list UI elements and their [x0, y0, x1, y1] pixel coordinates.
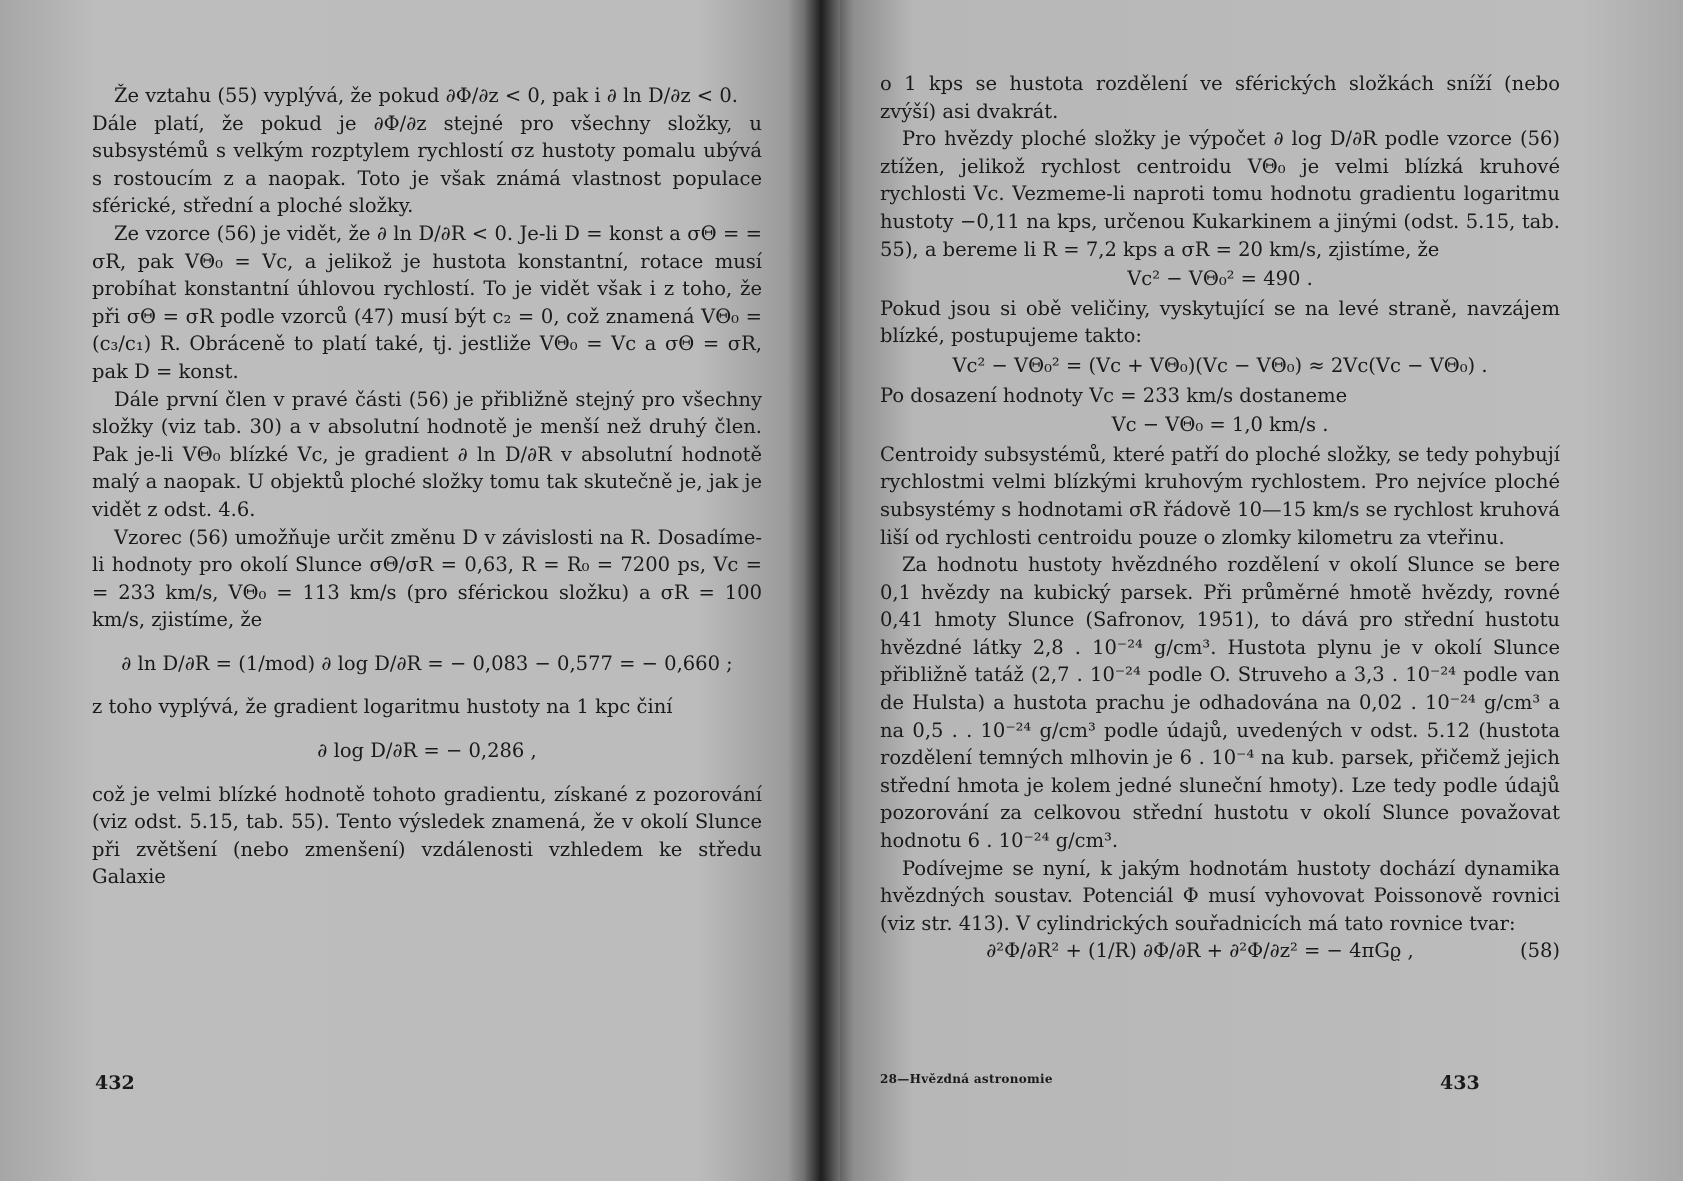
right-page-text [880, 70, 1560, 965]
right-line-7: Podívejme se nyní, k jakým hodnotám hustoty dochází dynamika hvězdných soustav. Potenciál Φ musí vyhovovat Poissonově rovnici (viz str. 413). V cylindrických souřadnicích má tato rovnice tvar: [880, 856, 1560, 935]
right-page-number: 433 [1440, 1072, 1480, 1094]
book-gutter [805, 0, 840, 1181]
right-line-1: o 1 kps se hustota rozdělení ve sférických složkách sníží (nebo zvýší) asi dvakrát. [880, 72, 1560, 123]
right-equation-58 [880, 937, 1560, 965]
left-line-3: Ze vzorce (56) je vidět, že ∂ ln D/∂R < 0. Je-li D = konst a σΘ = = σR, pak VΘ₀ = Vc, a jelikož je hustota konstantní, rotace musí probíhat konstantní úhlovou rychlostí. To je vidět však i z toho, že při σΘ = σR podle vzorců (47) musí být c₂ = 0, což znamená VΘ₀ = (c₃/c₁) R. Obráceně to platí také, tj. jestliže VΘ₀ = Vc a σΘ = σR, pak D = konst. [92, 221, 762, 383]
right-page [828, 0, 1683, 1181]
left-page-text [92, 82, 762, 891]
left-line-7: což je velmi blízké hodnotě tohoto gradientu, získané z pozorování (viz odst. 5.15, tab. 55). Tento výsledek znamená, že v okolí Slunce při zvětšení (nebo zmenšení) vzdálenosti vzhledem ke středu Galaxie [92, 782, 762, 889]
right-line-4: Po dosazení hodnoty Vc = 233 km/s dostaneme [880, 383, 1348, 407]
right-equation-3: Vc − VΘ₀ = 1,0 km/s . [1111, 413, 1329, 437]
left-equation-1: ∂ ln D/∂R = (1/mod) ∂ log D/∂R = − 0,083 − 0,577 = − 0,660 ; [121, 651, 733, 675]
left-line-5: Vzorec (56) umožňuje určit změnu D v závislosti na R. Dosadíme-li hodnoty pro okolí Slunce σΘ/σR = 0,63, R = R₀ = 7200 ps, Vc = = 233 km/s, VΘ₀ = 113 km/s (pro sférickou složku) a σR = 100 km/s, zjistíme, že [92, 525, 762, 632]
left-page [0, 0, 820, 1181]
left-line-2: Dále platí, že pokud je ∂Φ/∂z stejné pro všechny složky, u subsystémů s velkým rozptylem rychlostí σz hustoty pomalu ubývá s rostoucím z a naopak. Toto je však známá vlastnost populace sférické, střední a ploché složky. [92, 111, 762, 218]
right-line-6: Za hodnotu hustoty hvězdného rozdělení v okolí Slunce se bere 0,1 hvězdy na kubický parsek. Při průměrné hmotě hvězdy, rovné 0,41 hmoty Slunce (Safronov, 1951), to dává pro střední hustotu hvězdné látky 2,8 . 10⁻²⁴ g/cm³. Hustota plynu je v okolí Slunce přibližně tatáž (2,7 . 10⁻²⁴ podle O. Struveho a 3,3 . 10⁻²⁴ podle van de Hulsta) a hustota prachu je odhadována na 0,02 . 10⁻²⁴ g/cm³ a na 0,5 . . 10⁻²⁴ g/cm³ podle údajů, uvedených v odst. 5.12 (hustota rozdělení temných mlhovin je 6 . 10⁻⁴ na kub. parsek, přičemž jejich střední hmota je kolem jedné sluneční hmoty). Lze tedy podle údajů pozorování za celkovou střední hustotu v okolí Slunce považovat hodnotu 6 . 10⁻²⁴ g/cm³. [880, 553, 1560, 853]
right-equation-2: Vc² − VΘ₀² = (Vc + VΘ₀)(Vc − VΘ₀) ≈ 2Vc(Vc − VΘ₀) . [952, 353, 1488, 377]
left-line-1: Že vztahu (55) vyplývá, že pokud ∂Φ/∂z < 0, pak i ∂ ln D/∂z < 0. [114, 84, 738, 107]
page-footer-signature: 28—Hvězdná astronomie [880, 1072, 1053, 1086]
left-line-4: Dále první člen v pravé části (56) je přibližně stejný pro všechny složky (viz tab. 30) a v absolutní hodnotě je menší než druhý člen. Pak je-li VΘ₀ blízké Vc, je gradient ∂ ln D/∂R v absolutní hodnotě malý a naopak. U objektů ploché složky tomu tak skutečně je, jak je vidět z odst. 4.6. [92, 387, 762, 521]
poisson-equation: ∂²Φ/∂R² + (1/R) ∂Φ/∂R + ∂²Φ/∂z² = − 4πGϱ , [986, 939, 1414, 963]
left-page-number: 432 [95, 1072, 135, 1094]
right-equation-1: Vc² − VΘ₀² = 490 . [1127, 267, 1313, 291]
equation-number: (58) [1519, 939, 1560, 963]
left-equation-2: ∂ log D/∂R = − 0,286 , [317, 739, 537, 763]
right-line-3: Pokud jsou si obě veličiny, vyskytující se na levé straně, navzájem blízké, postupujeme takto: [880, 296, 1560, 348]
left-line-6: z toho vyplývá, že gradient logaritmu hustoty na 1 kpc činí [92, 695, 673, 719]
right-line-2: Pro hvězdy ploché složky je výpočet ∂ log D/∂R podle vzorce (56) ztížen, jelikož rychlost centroidu VΘ₀ je velmi blízká kruhové rychlosti Vc. Vezmeme-li naproti tomu hodnotu gradientu logaritmu hustoty −0,11 na kps, určenou Kukarkinem a jinými (odst. 5.15, tab. 55), a bereme li R = 7,2 kps a σR = 20 km/s, zjistíme, že [880, 127, 1560, 261]
right-line-5: Centroidy subsystémů, které patří do ploché složky, se tedy pohybují rychlostmi velmi blízkými kruhovým rychlostem. Pro nejvíce ploché subsystémy s hodnotami σR řádově 10—15 km/s se rychlost kruhová liší od rychlosti centroidu pouze o zlomky kilometru za vteřinu. [880, 442, 1560, 549]
